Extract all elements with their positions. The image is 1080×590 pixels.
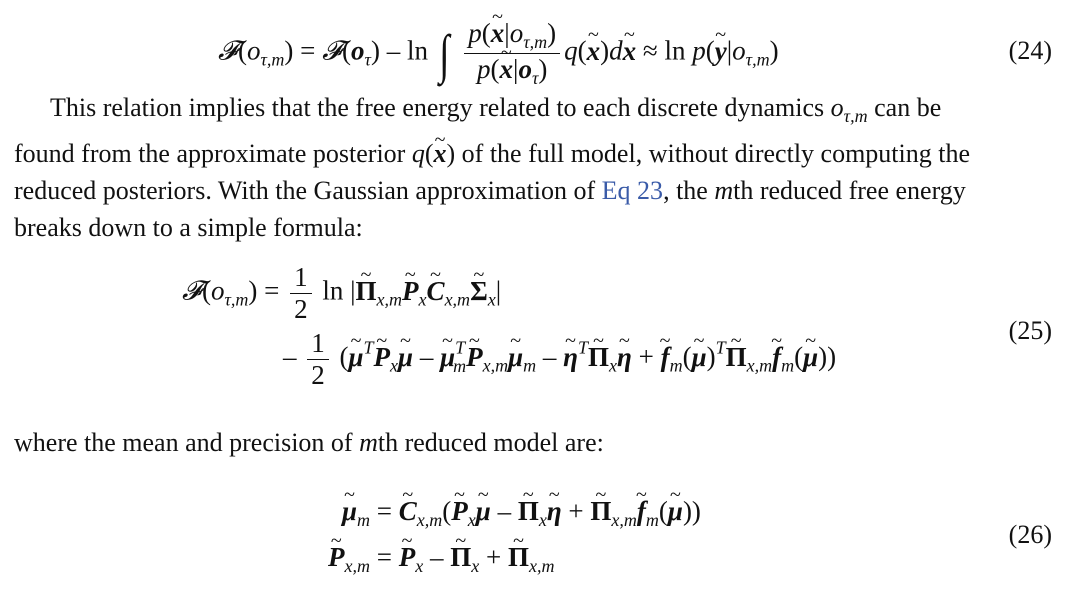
paragraph-1-line-4: breaks down to a simple formula: bbox=[14, 213, 363, 242]
eq-23-link[interactable]: Eq 23 bbox=[601, 176, 664, 205]
equation-26-line-2: P $\sim_{x,m} = P$ $\sim_x$ – Π $\sim_x + \Pi$ $\sim_{x,m}$ bbox=[328, 544, 555, 575]
paragraph-1-line-2: found from the approximate posterior q(x ~) of the full model, without directly computing the bbox=[14, 139, 970, 168]
equation-25-number: (25) bbox=[1008, 316, 1052, 345]
paragraph-1-line-1: This relation implies that the free energy related to each discrete dynamics $o_{\tau,m}$ can be bbox=[50, 93, 942, 126]
equation-24-body: $𝓕(o_{\tau,m})$ = $𝓕(o_\tau)$ – ln ∫ $\frac{p(x \sim|o_{\tau,m})}{p(x \sim|o_\tau)}$ q(x ~)dx ~ ≈ ln p(y $\sim|o_{\tau,m}$) bbox=[218, 20, 779, 87]
paragraph-1-line-3: reduced posteriors. With the Gaussian approximation of Eq 23, the mth reduced free energy bbox=[14, 176, 966, 205]
paragraph-2-text: where the mean and precision of mth reduced model are: bbox=[14, 428, 604, 457]
equation-26-number: (26) bbox=[1008, 520, 1052, 549]
equation-26 bbox=[0, 494, 1080, 584]
equation-26-line-1: μ $\sim_m = C$ $\sim_{x,m}(P$ $\sim_x\mu$ ~ – Π $\sim_x\eta$ ~ + Π $\sim_{x,m}f$ $\sim_m(\mu$ ~)) bbox=[342, 498, 701, 529]
equation-25 bbox=[0, 260, 1080, 400]
equation-24-number: (24) bbox=[1008, 36, 1052, 65]
paragraph-free-energy bbox=[14, 89, 1064, 246]
paragraph-reduced-model bbox=[14, 424, 1064, 461]
equation-25-line-2: – $\frac{1}{2}$ (μ ~$^T$P $\sim_x\mu$ ~ – μ ~$^T_m$P $\sim_{x,m}\mu$ $\sim_m$ – η ~$^T$Π $\sim_x\eta$ ~ + f $\sim_m(\mu$ ~)$^T$Π $\sim_{x,m}f$ $\sim_m(\mu$ ~)) bbox=[283, 330, 836, 389]
equation-25-line-1: $𝓕(o_{\tau,m})$ = $\frac{1}{2}$ ln |Π $\sim_{x,m}P$ $\sim_xC$ $\sim_{x,m}\Sigma$ $\sim_x|$ bbox=[182, 264, 501, 323]
equation-24 bbox=[0, 14, 1080, 88]
